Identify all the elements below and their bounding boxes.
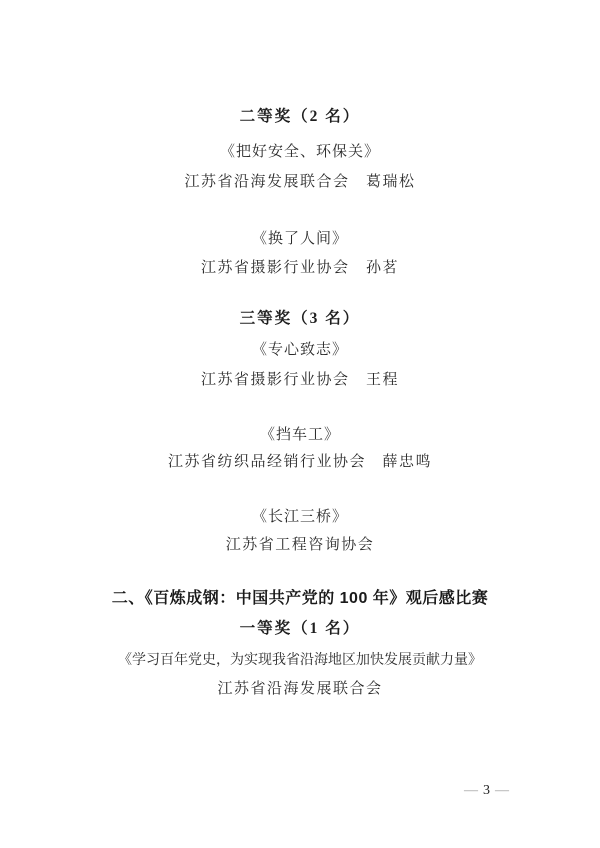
- award-tier-header-third-prize: 三等奖（3 名）: [239, 310, 361, 327]
- section-heading: 二、《百炼成钢：中国共产党的 100 年》观后感比赛: [111, 590, 489, 607]
- page-number-value: 3: [483, 783, 491, 798]
- entry-title: 《专心致志》: [251, 342, 348, 358]
- entry-attribution: 江苏省摄影行业协会 孙茗: [200, 260, 399, 276]
- entry-attribution: 江苏省工程咨询协会: [225, 537, 375, 553]
- award-tier-header-first-prize: 一等奖（1 名）: [239, 620, 361, 637]
- entry-title: 《换了人间》: [251, 231, 348, 247]
- entry-attribution: 江苏省沿海发展联合会: [217, 681, 383, 697]
- entry-attribution: 江苏省沿海发展联合会 葛瑞松: [184, 174, 416, 190]
- entry-title: 《挡车工》: [259, 427, 340, 443]
- page-number-left-dash: —: [464, 783, 479, 798]
- page-number: [460, 782, 514, 800]
- entry-attribution: 江苏省摄影行业协会 王程: [200, 372, 399, 388]
- award-tier-header-second-prize: 二等奖（2 名）: [239, 108, 361, 125]
- page-number-right-dash: —: [495, 783, 510, 798]
- entry-title: 《把好安全、环保关》: [219, 144, 380, 160]
- entry-attribution: 江苏省纺织品经销行业协会 薛忠鸣: [167, 454, 432, 470]
- entry-title: 《长江三桥》: [251, 509, 348, 525]
- entry-title: 《学习百年党史，为实现我省沿海地区加快发展贡献力量》: [118, 653, 482, 668]
